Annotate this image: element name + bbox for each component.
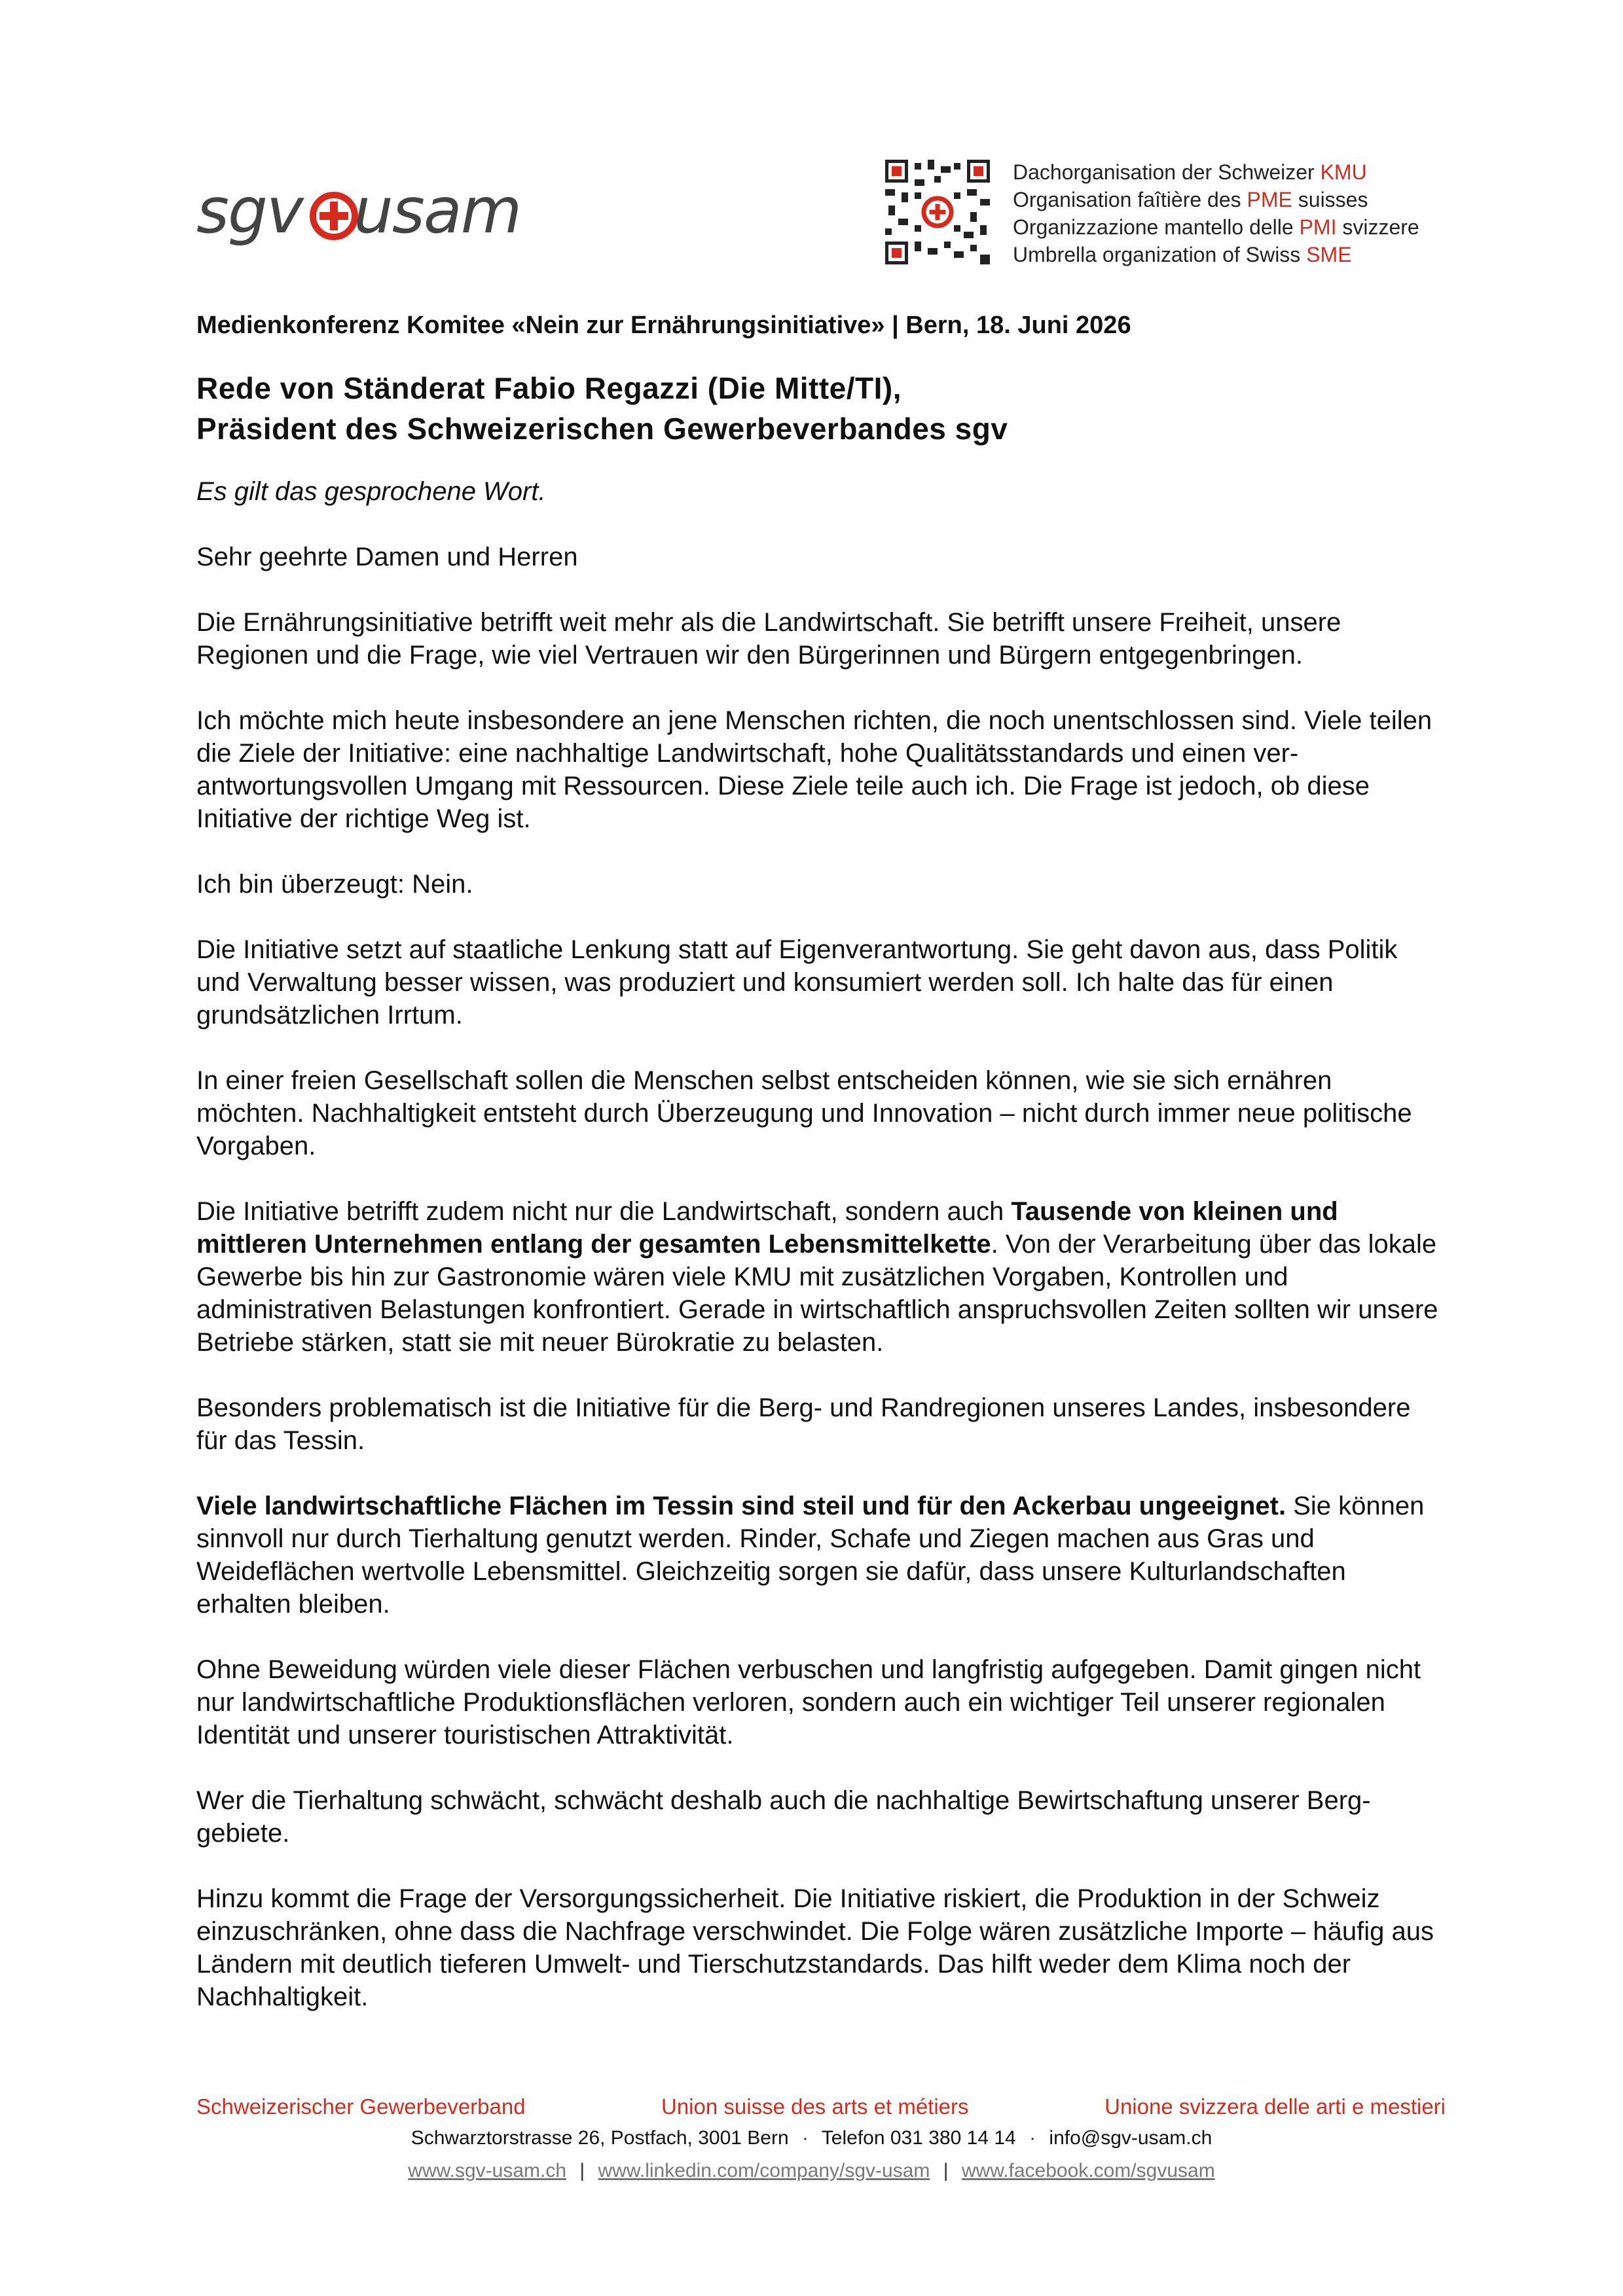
logo-text-sgv: sgv — [196, 174, 302, 247]
footer-organisation-names — [196, 2094, 1446, 2121]
speech-title — [196, 368, 1440, 449]
logo-text-usam: usam — [354, 174, 521, 247]
footer-name-de: Schweizerischer Gewerbeverband — [196, 2094, 526, 2119]
paragraph-8-emphasis: Viele landwirtschaftliche Flächen im Tessin sind steil und für den Ackerbau ungeeignet. — [196, 1492, 1286, 1520]
org-line-it: Organizzazione mantello delle PMI svizzere — [1013, 215, 1419, 239]
paragraph-5: In einer freien Gesellschaft sollen die Menschen selbst entscheiden können, wie sie sich ernähren möchten. Nachhaltigkeit entsteht durch Überzeugung und Innovation – nicht durch immer neue politische Vorgaben. — [196, 1066, 1412, 1160]
footer-email: info@sgv-usam.ch — [1049, 2127, 1213, 2149]
paragraph-9: Ohne Beweidung würden viele dieser Flächen verbuschen und langfristig aufgegeben. Damit gingen nicht nur landwirtschaftliche Produktionsflächen verloren, sondern auch ein wichtiger Teil unserer regionalen Identität und unserer touristischen Attraktivität. — [196, 1655, 1421, 1749]
footer-phone: Telefon 031 380 14 14 — [821, 2127, 1016, 2149]
qr-code-icon — [885, 160, 990, 264]
footer-links: www.sgv-usam.ch | www.linkedin.com/company/sgv-usam | www.facebook.com/sgvusam — [408, 2160, 1215, 2181]
footer-contact: Schwarztorstrasse 26, Postfach, 3001 Bern · Telefon 031 380 14 14 · info@sgv-usam.ch — [410, 2127, 1213, 2149]
paragraph-1: Die Ernährungsinitiative betrifft weit mehr als die Landwirtschaft. Sie betrifft unsere Freiheit, unsere Regionen und die Frage, wie viel Vertrauen wir den Bürgerinnen und Bürgern entgegenbringen. — [196, 608, 1341, 670]
salutation: Sehr geehrte Damen und Herren — [196, 543, 578, 571]
facebook-link[interactable]: www.facebook.com/sgvusam — [961, 2160, 1215, 2181]
footer-name-fr: Union suisse des arts et métiers — [661, 2094, 969, 2119]
paragraph-7: Besonders problematisch ist die Initiative für die Berg- und Randregionen unseres Landes, insbesondere für das Tessin. — [196, 1393, 1411, 1455]
paragraph-8: Viele landwirtschaftliche Flächen im Tessin sind steil und für den Ackerbau ungeeignet. Sie können sinnvoll nur durch Tierhaltung genutzt werden. Rinder, Schafe und Ziegen machen aus Gras und Weideflächen wertvolle Lebensmittel. Gleichzeitig sorgen sie dafür, dass unsere Kulturlandschaften erhalten bleiben. — [196, 1492, 1425, 1619]
website-link[interactable]: www.sgv-usam.ch — [408, 2160, 567, 2181]
org-line-en: Umbrella organization of Swiss SME — [1013, 243, 1352, 266]
speech-title-line-1: Rede von Ständerat Fabio Regazzi (Die Mitte/TI), — [196, 371, 902, 405]
paragraph-6: Die Initiative betrifft zudem nicht nur die Landwirtschaft, sondern auch Tausende von kleinen und mittleren Unternehmen entlang der gesamten Lebensmittelkette. Von der Verarbeitung über das lokale Gewerbe bis hin zur Gastronomie wären viele KMU mit zusätzlichen Vorgaben, Kontrollen und administrativen Belastungen konfrontiert. Gerade in wirtschaftlich anspruchsvollen Zeiten sollten wir unsere Betriebe stärken, statt sie mit neuer Bürokratie zu belasten. — [196, 1197, 1438, 1357]
spoken-word-note: Es gilt das gesprochene Wort. — [196, 477, 546, 506]
swiss-cross-logo-icon — [308, 190, 360, 242]
footer-address: Schwarztorstrasse 26, Postfach, 3001 Bern — [410, 2127, 789, 2149]
paragraph-3: Ich bin überzeugt: Nein. — [196, 870, 473, 899]
organisation-description — [1013, 158, 1419, 268]
footer-name-it: Unione svizzera delle arti e mestieri — [1104, 2094, 1446, 2119]
linkedin-link[interactable]: www.linkedin.com/company/sgv-usam — [598, 2160, 930, 2181]
paragraph-11: Hinzu kommt die Frage der Versorgungssicherheit. Die Initiative riskiert, die Produktion in der Schweiz einzuschränken, ohne dass die Nachfrage verschwindet. Die Folge wären zusätzliche Importe – häufig aus Ländern mit deutlich tieferen Umwelt- und Tierschutzstandards. Das hilft weder dem Klima noch der Nachhaltigkeit. — [196, 1884, 1434, 2011]
org-line-fr: Organisation faîtière des PME suisses — [1013, 188, 1368, 211]
paragraph-6-emphasis: Tausende von kleinen und mittleren Unternehmen entlang der gesamten Lebensmittelkette — [196, 1197, 1338, 1259]
speech-title-line-2: Präsident des Schweizerischen Gewerbeverbandes sgv — [196, 412, 1008, 446]
paragraph-4: Die Initiative setzt auf staatliche Lenkung statt auf Eigenverantwortung. Sie geht davon aus, dass Politik und Verwaltung besser wissen, was produziert und konsumiert werden soll. Ich halte das für einen grundsätzlichen Irrtum. — [196, 935, 1398, 1030]
paragraph-10: Wer die Tierhaltung schwächt, schwächt deshalb auch die nachhaltige Bewirtschaftung unserer Berggebiete. — [196, 1786, 1371, 1848]
paragraph-2: Ich möchte mich heute insbesondere an jene Menschen richten, die noch unentschlossen sind. Viele teilen die Ziele der Initiative: eine nachhaltige Landwirtschaft, hohe Qualitätsstandards und einen verantwortungsvollen Umgang mit Ressourcen. Diese Ziele teile auch ich. Die Frage ist jedoch, ob diese Initiative der richtige Weg ist. — [196, 706, 1432, 833]
org-line-de: Dachorganisation der Schweizer KMU — [1013, 160, 1367, 184]
conference-heading: Medienkonferenz Komitee «Nein zur Ernährungsinitiative» | Bern, 18. Juni 2026 — [196, 312, 1131, 339]
sgv-usam-logo — [196, 171, 550, 250]
document-body — [196, 309, 1440, 2046]
